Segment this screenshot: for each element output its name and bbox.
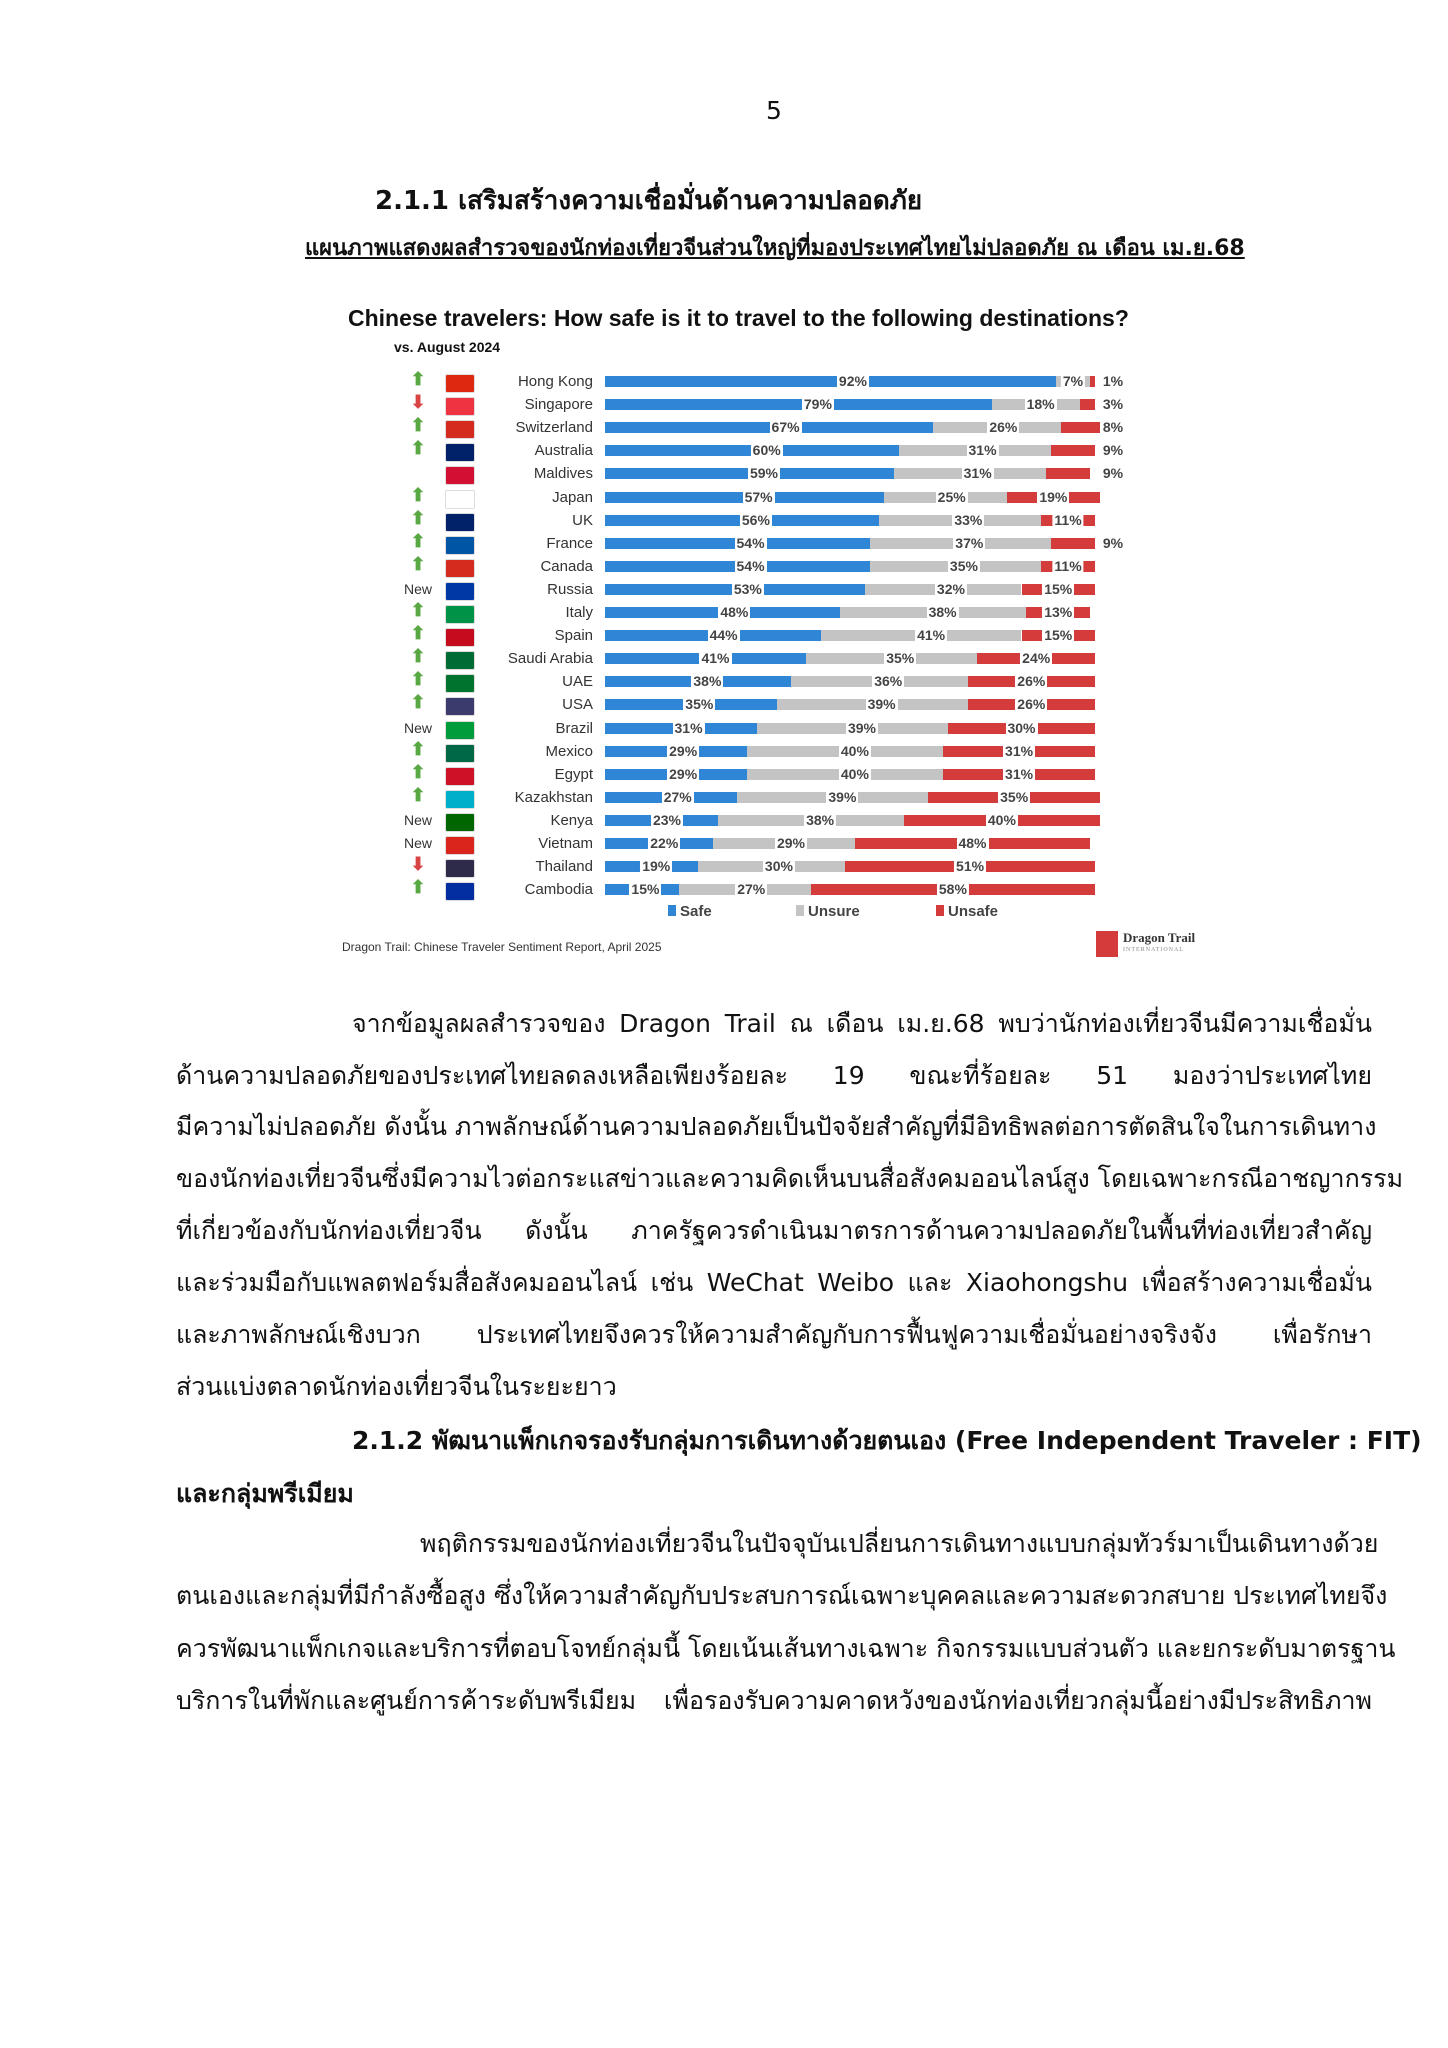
data-label-unsafe: 19% <box>1039 488 1068 505</box>
bar-row-kenya <box>338 810 1218 832</box>
flag-icon <box>445 790 475 809</box>
legend-unsure: Unsure <box>796 903 860 920</box>
chart-source: Dragon Trail: Chinese Traveler Sentiment Report, April 2025 <box>342 940 662 954</box>
data-label-unsure: 36% <box>874 673 903 690</box>
data-label-safe: 48% <box>720 604 749 620</box>
data-label-safe: 59% <box>749 465 779 482</box>
bar-unsafe <box>1061 422 1100 433</box>
data-label-unsafe: 15% <box>1044 580 1073 597</box>
flag-icon <box>445 674 475 693</box>
flag-icon <box>445 443 475 462</box>
data-label-unsafe: 9% <box>1102 465 1124 482</box>
trend-up-icon: ⬆ <box>410 415 426 436</box>
paragraph-line: ควรพัฒนาแพ็กเกจและบริการที่ตอบโจทย์กลุ่มนี้ โดยเน้นเส้นทางเฉพาะ กิจกรรมแบบส่วนตัว และยกระดับมาตรฐาน <box>176 1634 1396 1663</box>
data-label-safe: 38% <box>693 673 722 690</box>
flag-icon <box>445 374 475 393</box>
bar-row-egypt <box>338 761 1218 786</box>
bar-row-australia <box>338 440 1218 462</box>
data-label-unsafe: 31% <box>1005 765 1034 782</box>
country-label: Egypt <box>554 765 593 783</box>
bar-row-kazakhstan <box>338 784 1218 809</box>
data-label-unsafe: 40% <box>987 811 1016 828</box>
data-label-unsure: 31% <box>963 465 992 482</box>
data-label-safe: 67% <box>771 419 800 436</box>
data-label-safe: 35% <box>685 696 714 713</box>
data-label-unsure: 39% <box>867 696 896 713</box>
country-label: Italy <box>565 604 593 621</box>
country-label: Kenya <box>550 811 593 829</box>
data-label-unsafe: 9% <box>1102 534 1124 551</box>
country-label: Thailand <box>535 858 593 876</box>
data-label-safe: 53% <box>733 580 762 597</box>
paragraph-line: ด้านความปลอดภัยของประเทศไทยลดลงเหลือเพียงร้อยละ 19 ขณะที่ร้อยละ 51 มองว่าประเทศไทย <box>176 1061 1372 1090</box>
country-label: Saudi Arabia <box>507 650 593 668</box>
trend-new-label: New <box>403 719 432 736</box>
data-label-unsafe: 26% <box>1017 696 1046 713</box>
flag-icon <box>445 882 475 901</box>
bar-row-italy <box>338 602 1218 624</box>
bar-safe <box>605 399 992 410</box>
trend-up-icon: ⬆ <box>410 784 426 805</box>
flag-icon <box>445 651 475 670</box>
data-label-safe: 23% <box>652 811 681 828</box>
trend-up-icon: ⬆ <box>410 553 426 574</box>
paragraph-line: มีความไม่ปลอดภัย ดังนั้น ภาพลักษณ์ด้านความปลอดภัยเป็นปัจจัยสำคัญที่มีอิทธิพลต่อการตัดสินใจในการเดินทาง <box>176 1112 1377 1141</box>
flag-icon <box>445 813 475 832</box>
flag-icon <box>445 513 475 532</box>
bar-unsafe <box>1051 538 1095 549</box>
bar-row-cambodia <box>338 879 1218 901</box>
flag-icon <box>445 767 475 786</box>
country-label: Spain <box>554 627 593 645</box>
data-label-safe: 15% <box>631 881 660 898</box>
trend-up-icon: ⬆ <box>410 738 426 759</box>
data-label-unsafe: 26% <box>1017 673 1046 690</box>
trend-new-label: New <box>403 580 432 597</box>
bar-row-thailand <box>338 856 1218 878</box>
paragraph-line: จากข้อมูลผลสำรวจของ Dragon Trail ณ เดือน เม.ย.68 พบว่านักท่องเที่ยวจีนมีความเชื่อมั่น <box>352 1009 1372 1038</box>
legend-safe: Safe <box>668 903 712 920</box>
flag-icon <box>445 721 475 740</box>
bar-unsafe <box>1051 445 1095 456</box>
country-label: Australia <box>534 442 593 460</box>
trend-new-label: New <box>403 835 432 851</box>
flag-icon <box>445 582 475 601</box>
flag-icon <box>445 859 475 878</box>
data-label-safe: 54% <box>736 534 765 551</box>
data-label-unsure: 7% <box>1062 373 1084 389</box>
bar-row-vietnam <box>338 833 1218 855</box>
data-label-unsafe: 1% <box>1102 373 1124 389</box>
section-heading-2-1-2-cont: และกลุ่มพรีเมียม <box>176 1479 354 1508</box>
data-label-unsure: 39% <box>828 788 857 805</box>
data-label-unsure: 26% <box>989 419 1018 436</box>
data-label-unsafe: 13% <box>1044 604 1073 620</box>
bar-unsafe <box>1080 399 1095 410</box>
trend-up-icon: ⬆ <box>410 507 426 528</box>
data-label-unsure: 35% <box>886 650 915 667</box>
flag-icon <box>445 697 475 716</box>
data-label-safe: 54% <box>736 557 765 574</box>
bar-unsafe <box>1090 376 1095 387</box>
data-label-safe: 19% <box>642 858 671 875</box>
paragraph-line: ของนักท่องเที่ยวจีนซึ่งมีความไวต่อกระแสข่าวและความคิดเห็นบนสื่อสังคมออนไลน์สูง โดยเฉพาะกรณีอาชญากรรม <box>176 1164 1404 1193</box>
bar-row-hong-kong <box>338 371 1218 393</box>
paragraph-line: และร่วมมือกับแพลตฟอร์มสื่อสังคมออนไลน์ เช่น WeChat Weibo และ Xiaohongshu เพื่อสร้างความเชื่อมั่น <box>176 1268 1372 1297</box>
flag-icon <box>445 605 475 624</box>
trend-down-icon: ⬇ <box>410 392 426 413</box>
data-label-unsafe: 24% <box>1022 650 1051 667</box>
country-label: Cambodia <box>524 881 593 899</box>
legend-unsafe: Unsafe <box>936 903 998 920</box>
data-label-safe: 27% <box>663 788 692 805</box>
data-label-safe: 31% <box>674 719 703 736</box>
flag-icon <box>445 559 475 578</box>
chart-title: Chinese travelers: How safe is it to travel to the following destinations? <box>348 305 1129 331</box>
logo-mark-icon <box>1096 931 1118 957</box>
flag-icon <box>445 628 475 647</box>
country-label: Hong Kong <box>517 373 593 390</box>
data-label-unsure: 38% <box>928 604 957 620</box>
data-label-safe: 79% <box>803 396 832 413</box>
data-label-safe: 44% <box>709 627 738 644</box>
trend-up-icon: ⬆ <box>410 623 426 644</box>
trend-up-icon: ⬆ <box>410 761 426 782</box>
page-number: 5 <box>766 96 782 125</box>
section-heading-2-1-1: 2.1.1 เสริมสร้างความเชื่อมั่นด้านความปลอดภัย <box>375 186 923 216</box>
data-label-unsafe: 3% <box>1102 396 1124 413</box>
flag-icon <box>445 836 475 855</box>
flag-icon <box>445 466 475 485</box>
data-label-unsure: 38% <box>806 811 835 828</box>
data-label-unsafe: 8% <box>1102 419 1124 436</box>
bar-row-canada <box>338 553 1218 578</box>
trend-up-icon: ⬆ <box>410 877 426 898</box>
dragon-trail-logo: Dragon Trail INTERNATIONAL <box>1096 931 1195 957</box>
trend-up-icon: ⬆ <box>410 369 426 389</box>
data-label-unsure: 35% <box>949 557 978 574</box>
trend-up-icon: ⬆ <box>410 484 426 505</box>
section-heading-2-1-2: 2.1.2 พัฒนาแพ็กเกจรองรับกลุ่มการเดินทางด้วยตนเอง (Free Independent Traveler : FIT) <box>352 1426 1422 1455</box>
country-label: Maldives <box>533 465 593 483</box>
data-label-unsafe: 58% <box>938 881 967 898</box>
data-label-unsure: 40% <box>840 742 869 759</box>
country-label: USA <box>562 696 593 714</box>
data-label-unsafe: 51% <box>956 858 985 875</box>
flag-icon <box>445 744 475 763</box>
bar-row-uk <box>338 507 1218 532</box>
data-label-unsure: 37% <box>955 534 984 551</box>
trend-up-icon: ⬆ <box>410 530 426 551</box>
bar-row-singapore <box>338 394 1218 416</box>
bar-row-brazil <box>338 718 1218 740</box>
bar-row-mexico <box>338 738 1218 763</box>
country-label: UK <box>572 511 593 529</box>
bar-unsafe <box>1046 468 1090 479</box>
trend-up-icon: ⬆ <box>410 669 426 690</box>
trend-new-label: New <box>403 811 432 828</box>
country-label: Canada <box>540 557 593 575</box>
trend-up-icon: ⬆ <box>410 600 426 620</box>
data-label-unsafe: 11% <box>1054 557 1082 574</box>
bar-row-japan <box>338 484 1218 509</box>
data-label-unsure: 41% <box>917 627 946 644</box>
data-label-safe: 60% <box>752 442 781 459</box>
data-label-unsafe: 15% <box>1044 627 1073 644</box>
data-label-safe: 29% <box>669 765 698 782</box>
country-label: Vietnam <box>538 835 593 852</box>
data-label-safe: 22% <box>650 835 679 851</box>
flag-icon <box>445 536 475 555</box>
trend-up-icon: ⬆ <box>410 646 426 667</box>
country-label: UAE <box>562 673 593 691</box>
bar-row-saudi-arabia <box>338 648 1218 670</box>
country-label: France <box>546 534 593 552</box>
data-label-unsure: 30% <box>764 858 793 875</box>
data-label-unsafe: 9% <box>1102 442 1124 459</box>
country-label: Russia <box>547 580 593 598</box>
data-label-unsure: 27% <box>737 881 766 898</box>
safety-survey-chart <box>338 295 1218 967</box>
data-label-unsure: 39% <box>847 719 877 736</box>
paragraph-line: ที่เกี่ยวข้องกับนักท่องเที่ยวจีน ดังนั้น ภาครัฐควรดำเนินมาตรการด้านความปลอดภัยในพื้นที่ท่องเที่ยวสำคัญ <box>176 1216 1372 1245</box>
trend-up-icon: ⬆ <box>410 438 426 459</box>
country-label: Mexico <box>545 742 593 760</box>
country-label: Singapore <box>524 396 593 414</box>
data-label-unsure: 29% <box>776 835 805 851</box>
data-label-unsure: 40% <box>840 765 869 782</box>
data-label-unsafe: 48% <box>958 835 987 851</box>
country-label: Brazil <box>555 719 593 737</box>
bar-row-russia <box>338 579 1218 601</box>
flag-icon <box>445 490 475 509</box>
data-label-unsafe: 30% <box>1007 719 1036 736</box>
data-label-unsafe: 31% <box>1005 742 1034 759</box>
bar-row-spain <box>338 625 1218 647</box>
paragraph-line: และภาพลักษณ์เชิงบวก ประเทศไทยจึงควรให้ความสำคัญกับการฟื้นฟูความเชื่อมั่นอย่างจริงจัง เพื่อรักษา <box>176 1320 1372 1349</box>
data-label-safe: 41% <box>701 650 730 667</box>
data-label-unsure: 33% <box>954 511 983 528</box>
bar-row-switzerland <box>338 417 1218 439</box>
paragraph-line: ส่วนแบ่งตลาดนักท่องเที่ยวจีนในระยะยาว <box>176 1372 617 1401</box>
bar-row-france <box>338 530 1218 555</box>
flag-icon <box>445 420 475 439</box>
data-label-safe: 29% <box>669 742 698 759</box>
bar-safe <box>605 376 1056 387</box>
figure-caption: แผนภาพแสดงผลสำรวจของนักท่องเที่ยวจีนส่วนใหญ่ที่มองประเทศไทยไม่ปลอดภัย ณ เดือน เม.ย.68 <box>305 236 1245 261</box>
country-label: Kazakhstan <box>514 788 593 806</box>
country-label: Japan <box>552 488 593 506</box>
data-label-unsure: 32% <box>936 580 965 597</box>
data-label-unsure: 18% <box>1026 396 1055 413</box>
data-label-unsafe: 11% <box>1054 511 1082 528</box>
bar-row-uae <box>338 671 1218 693</box>
trend-up-icon: ⬆ <box>410 692 426 713</box>
paragraph-line: พฤติกรรมของนักท่องเที่ยวจีนในปัจจุบันเปลี่ยนการเดินทางแบบกลุ่มทัวร์มาเป็นเดินทางด้วย <box>420 1529 1379 1558</box>
trend-down-icon: ⬇ <box>410 854 426 875</box>
data-label-safe: 56% <box>741 511 770 528</box>
data-label-unsure: 31% <box>968 442 997 459</box>
paragraph-line: บริการในที่พักและศูนย์การค้าระดับพรีเมียม เพื่อรองรับความคาดหวังของนักท่องเที่ยวกลุ่มนี้อย่างมีประสิทธิภาพ <box>176 1686 1372 1715</box>
data-label-safe: 57% <box>744 488 773 505</box>
country-label: Switzerland <box>515 419 593 437</box>
paragraph-line: ตนเองและกลุ่มที่มีกำลังซื้อสูง ซึ่งให้ความสำคัญกับประสบการณ์เฉพาะบุคคลและความสะดวกสบาย ประเทศไทยจึง <box>176 1581 1388 1610</box>
data-label-unsafe: 35% <box>1000 788 1029 805</box>
data-label-safe: 92% <box>838 373 867 389</box>
bar-row-maldives <box>338 463 1218 485</box>
bar-row-usa <box>338 694 1218 716</box>
flag-icon <box>445 397 475 416</box>
chart-subtitle: vs. August 2024 <box>394 339 501 355</box>
data-label-unsure: 25% <box>937 488 966 505</box>
